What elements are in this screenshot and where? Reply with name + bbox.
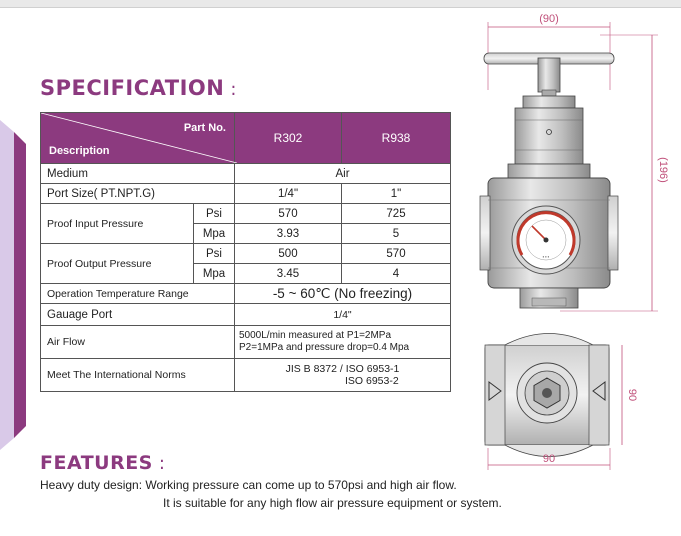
- dim-side-label: 90: [626, 388, 638, 402]
- port-size-r302: 1/4": [235, 184, 342, 204]
- port-size-label: Port Size( PT.NPT.G): [41, 184, 235, 204]
- proof-input-psi-r938: 725: [342, 204, 451, 224]
- op-temp-label: Operation Temperature Range: [41, 284, 235, 304]
- norms-line1: JIS B 8372 / ISO 6953-1: [285, 363, 400, 375]
- specification-colon: :: [230, 79, 237, 100]
- proof-output-mpa-r938: 4: [342, 264, 451, 284]
- header-description: Description: [49, 145, 110, 157]
- svg-text:▪ ▪ ▪: ▪ ▪ ▪: [542, 254, 550, 259]
- proof-input-psi-r302: 570: [235, 204, 342, 224]
- norms-label: Meet The International Norms: [41, 359, 235, 392]
- header-model-r302: R302: [235, 113, 342, 164]
- gauge-port-value: 1/4": [235, 304, 451, 326]
- features-line1: Heavy duty design: Working pressure can come up to 570psi and high air flow.: [40, 478, 457, 492]
- dim-height-label: (196): [657, 157, 669, 183]
- medium-value: Air: [235, 164, 451, 184]
- medium-label: Medium: [41, 164, 235, 184]
- proof-input-psi-unit: Psi: [194, 204, 235, 224]
- proof-input-mpa-r302: 3.93: [235, 224, 342, 244]
- header-model-r938: R938: [342, 113, 451, 164]
- side-view: [485, 334, 609, 457]
- dimension-side: [622, 345, 638, 445]
- port-size-r938: 1": [342, 184, 451, 204]
- proof-input-mpa-unit: Mpa: [194, 224, 235, 244]
- proof-output-psi-unit: Psi: [194, 244, 235, 264]
- header-part-no: Part No.: [183, 122, 226, 134]
- air-flow-label: Air Flow: [41, 326, 235, 359]
- proof-input-mpa-r938: 5: [342, 224, 451, 244]
- norms-line2: ISO 6953-2: [345, 375, 399, 387]
- air-flow-line1: 5000L/min measured at P1=2MPa: [239, 330, 392, 341]
- specification-title-text: SPECIFICATION: [40, 76, 225, 100]
- op-temp-value: -5 ~ 60℃ (No freezing): [235, 284, 451, 304]
- dim-bottom-label: 90: [542, 453, 556, 465]
- dim-top-label: (90): [539, 13, 559, 25]
- features-colon: :: [158, 453, 166, 474]
- air-flow-line2: P2=1MPa and pressure drop=0.4 Mpa: [239, 342, 410, 353]
- pressure-gauge-icon: [512, 206, 580, 274]
- features-title-text: FEATURES: [40, 452, 153, 474]
- proof-output-label: Proof Output Pressure: [41, 244, 194, 284]
- features-line2: It is suitable for any high flow air pressure equipment or system.: [163, 496, 502, 510]
- proof-input-label: Proof Input Pressure: [41, 204, 194, 244]
- gauge-port-label: Gauage Port: [41, 304, 235, 326]
- proof-output-mpa-r302: 3.45: [235, 264, 342, 284]
- proof-output-psi-r938: 570: [342, 244, 451, 264]
- proof-output-mpa-unit: Mpa: [194, 264, 235, 284]
- t-handle: [484, 53, 614, 96]
- proof-output-psi-r302: 500: [235, 244, 342, 264]
- bonnet: [508, 96, 590, 178]
